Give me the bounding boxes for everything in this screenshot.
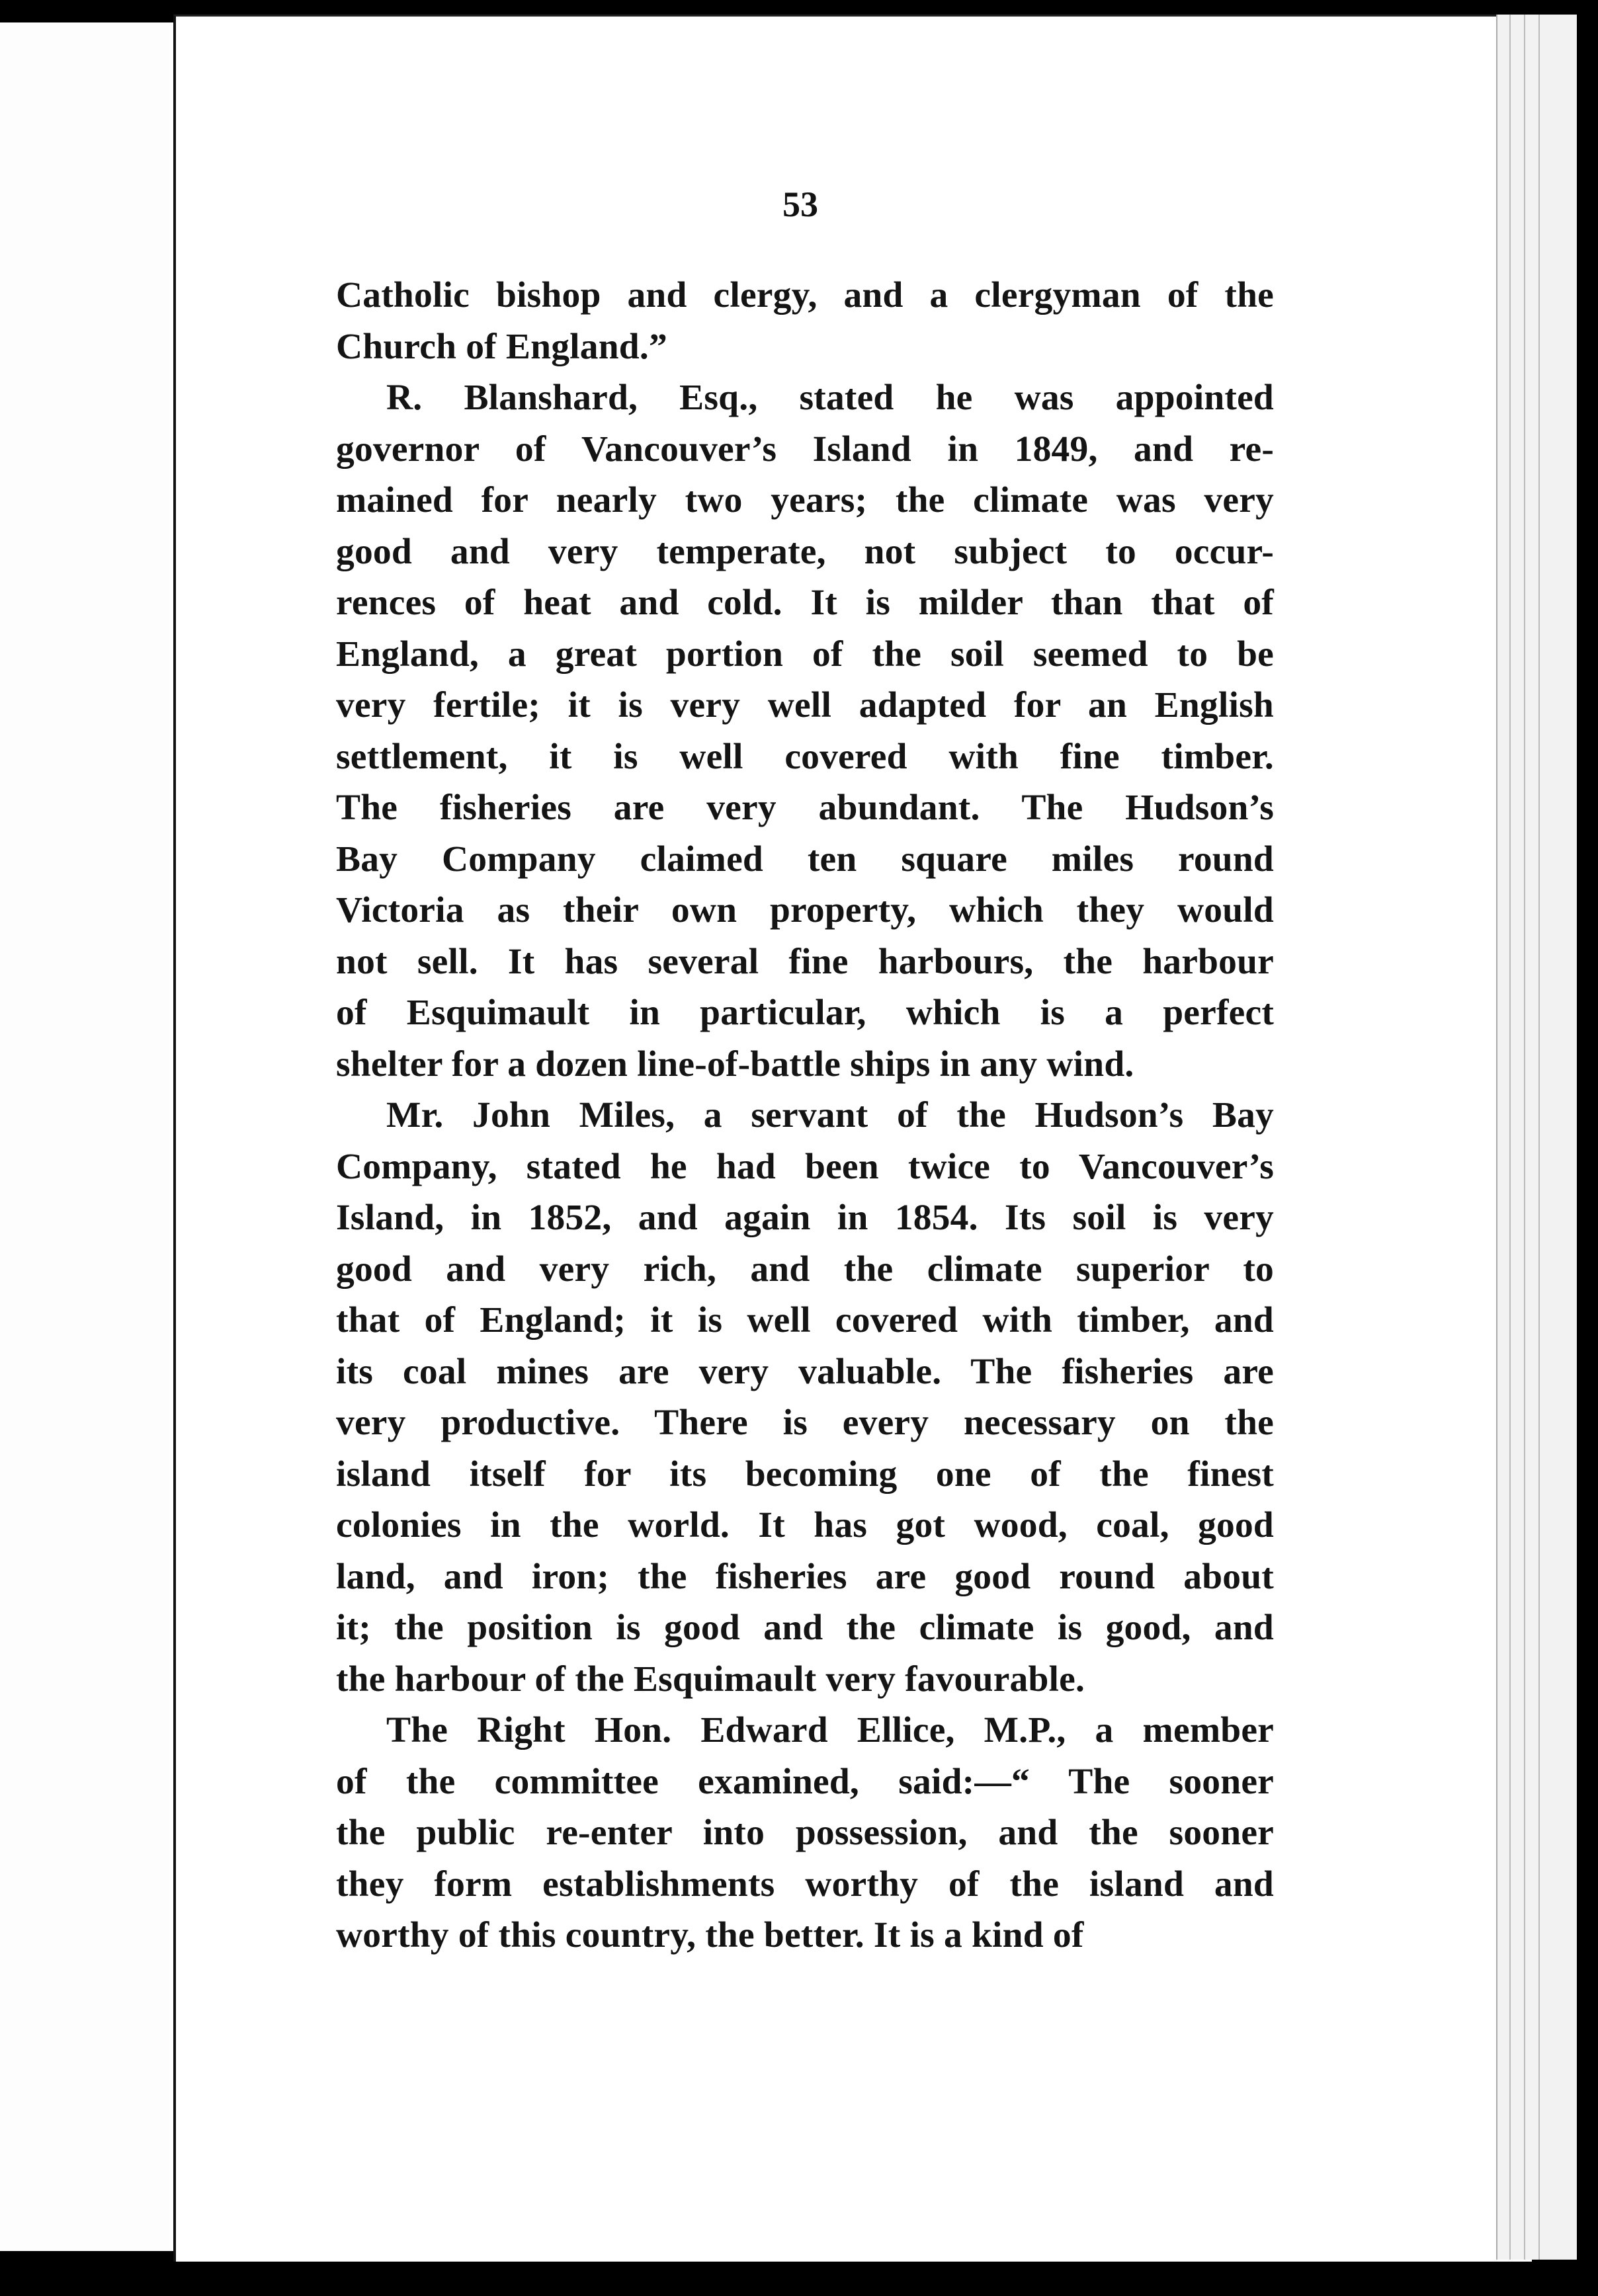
text-line: Church of England.” — [336, 326, 667, 367]
text-line: shelter for a dozen line-of-battle ships in any wind. — [336, 1044, 1134, 1085]
text-line: good and very rich, and the climate superior to — [336, 1249, 1274, 1290]
text-line: land, and iron; the fisheries are good round about — [336, 1556, 1274, 1597]
text-line: Bay Company claimed ten square miles round — [336, 839, 1274, 880]
text-line: Catholic bishop and clergy, and a clergyman of the — [336, 275, 1274, 315]
page-number: 53 — [782, 184, 818, 224]
facing-page-left — [0, 22, 198, 2251]
text-line: The Right Hon. Edward Ellice, M.P., a member — [386, 1710, 1274, 1750]
text-line: the public re-enter into possession, and the sooner — [336, 1813, 1274, 1853]
text-line: they form establishments worthy of the island and — [336, 1864, 1274, 1905]
text-line: The fisheries are very abundant. The Hudson’s — [336, 788, 1274, 828]
text-line: of the committee examined, said:—“ The sooner — [336, 1761, 1274, 1802]
text-line: not sell. It has several fine harbours, the harbour — [336, 941, 1274, 982]
text-line: island itself for its becoming one of the finest — [336, 1454, 1274, 1495]
text-line: R. Blanshard, Esq., stated he was appointed — [386, 378, 1274, 418]
scan-artifact — [0, 2276, 53, 2296]
text-line: Mr. John Miles, a servant of the Hudson’s Bay — [386, 1095, 1274, 1135]
text-line: it; the position is good and the climate is good, and — [336, 1608, 1274, 1648]
page-body-text — [336, 270, 1274, 1961]
text-line: mained for nearly two years; the climate was very — [336, 480, 1274, 520]
text-line: the harbour of the Esquimault very favourable. — [336, 1659, 1085, 1700]
text-line: Island, in 1852, and again in 1854. Its soil is very — [336, 1198, 1274, 1238]
text-line: very fertile; it is very well adapted for an English — [336, 685, 1274, 725]
text-line: worthy of this country, the better. It is a kind of — [336, 1915, 1084, 1955]
text-line: that of England; it is well covered with timber, and — [336, 1300, 1274, 1340]
page-stack-edge — [1496, 15, 1577, 2260]
text-line: very productive. There is every necessary on the — [336, 1403, 1274, 1443]
text-line: of Esquimault in particular, which is a perfect — [336, 993, 1274, 1033]
text-line: good and very temperate, not subject to occur- — [336, 531, 1274, 572]
text-line: Victoria as their own property, which they would — [336, 890, 1274, 930]
text-line: colonies in the world. It has got wood, coal, good — [336, 1505, 1274, 1545]
text-line: its coal mines are very valuable. The fisheries are — [336, 1351, 1274, 1392]
text-line: England, a great portion of the soil seemed to be — [336, 634, 1274, 675]
text-line: rences of heat and cold. It is milder than that of — [336, 583, 1274, 623]
text-line: Company, stated he had been twice to Vancouver’s — [336, 1146, 1274, 1187]
text-line: settlement, it is well covered with fine timber. — [336, 736, 1274, 777]
text-line: governor of Vancouver’s Island in 1849, and re- — [336, 429, 1274, 470]
